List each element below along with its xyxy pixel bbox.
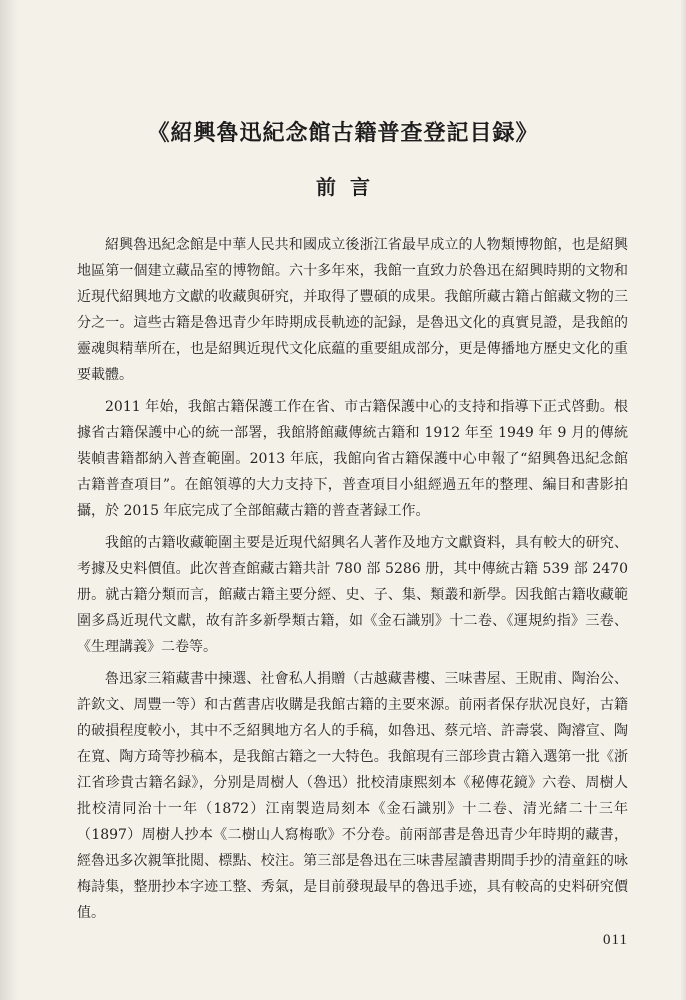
paragraph-4: 魯迅家三箱藏書中揀選、社會私人捐贈（古越藏書樓、三味書屋、王貺甫、陶治公、許欽文、周豐一等）和古舊書店收購是我館古籍的主要來源。前兩者保存狀况良好，古籍的破損程度較小，其中不乏紹興地方名人的手稿，如魯迅、蔡元培、許壽裳、陶濬宣、陶在寬、陶方琦等抄稿本，是我館古籍之一大特色。我館現有三部珍貴古籍入選第一批《浙江省珍貴古籍名録》，分别是周樹人（魯迅）批校清康熙刻本《秘傳花鏡》六卷、周樹人批校清同治十一年（1872）江南製造局刻本《金石識别》十二卷、清光緒二十三年（1897）周樹人抄本《二樹山人寫梅歌》不分卷。前兩部書是魯迅青少年時期的藏書，經魯迅多次親筆批閲、標點、校注。第三部是魯迅在三味書屋讀書期間手抄的清童鈺的咏梅詩集，整册抄本字迹工整、秀氣，是目前發現最早的魯迅手迹，具有較高的史料研究價值。 (77, 671, 628, 921)
paragraph-3: 我館的古籍收藏範圍主要是近現代紹興名人著作及地方文獻資料，具有較大的研究、考據及史料價值。此次普查館藏古籍共計 780 部 5286 册，其中傳統古籍 539 部 2470 册。就古籍分類而言，館藏古籍主要分經、史、子、集、類叢和新學。因我館古籍收藏範圍多爲近現代文獻，故有許多新學類古籍，如《金石識别》十二卷、《運規約指》三卷、《生理講義》二卷等。 (77, 535, 628, 655)
section-heading: 前言 (316, 175, 384, 199)
paragraph-1: 紹興魯迅紀念館是中華人民共和國成立後浙江省最早成立的人物類博物館，也是紹興地區第一個建立藏品室的博物館。六十多年來，我館一直致力於魯迅在紹興時期的文物和近現代紹興地方文獻的收藏與研究，并取得了豐碩的成果。我館所藏古籍占館藏文物的三分之一。這些古籍是魯迅青少年時期成長軌迹的記録，是魯迅文化的真實見證，是我館的靈魂與精華所在，也是紹興近現代文化底藴的重要組成部分，更是傳播地方歷史文化的重要載體。 (77, 237, 628, 383)
preface-body (77, 232, 628, 932)
paragraph-2: 2011 年始，我館古籍保護工作在省、市古籍保護中心的支持和指導下正式啓動。根據省古籍保護中心的統一部署，我館將館藏傳統古籍和 1912 年至 1949 年 9 月的傳統裝幀書籍都納入普查範圍。2013 年底，我館向省古籍保護中心申報了“紹興魯迅紀念館古籍普查項目”。在館領導的大力支持下，普查項目小組經過五年的整理、編目和書影拍攝，於 2015 年底完成了全部館藏古籍的普查著録工作。 (77, 399, 628, 519)
page-edge-shadow (680, 0, 686, 1000)
page-number: 011 (603, 932, 628, 948)
book-title: 《紹興魯迅紀念館古籍普查登記目録》 (147, 120, 539, 146)
spine-shadow (0, 0, 18, 1000)
